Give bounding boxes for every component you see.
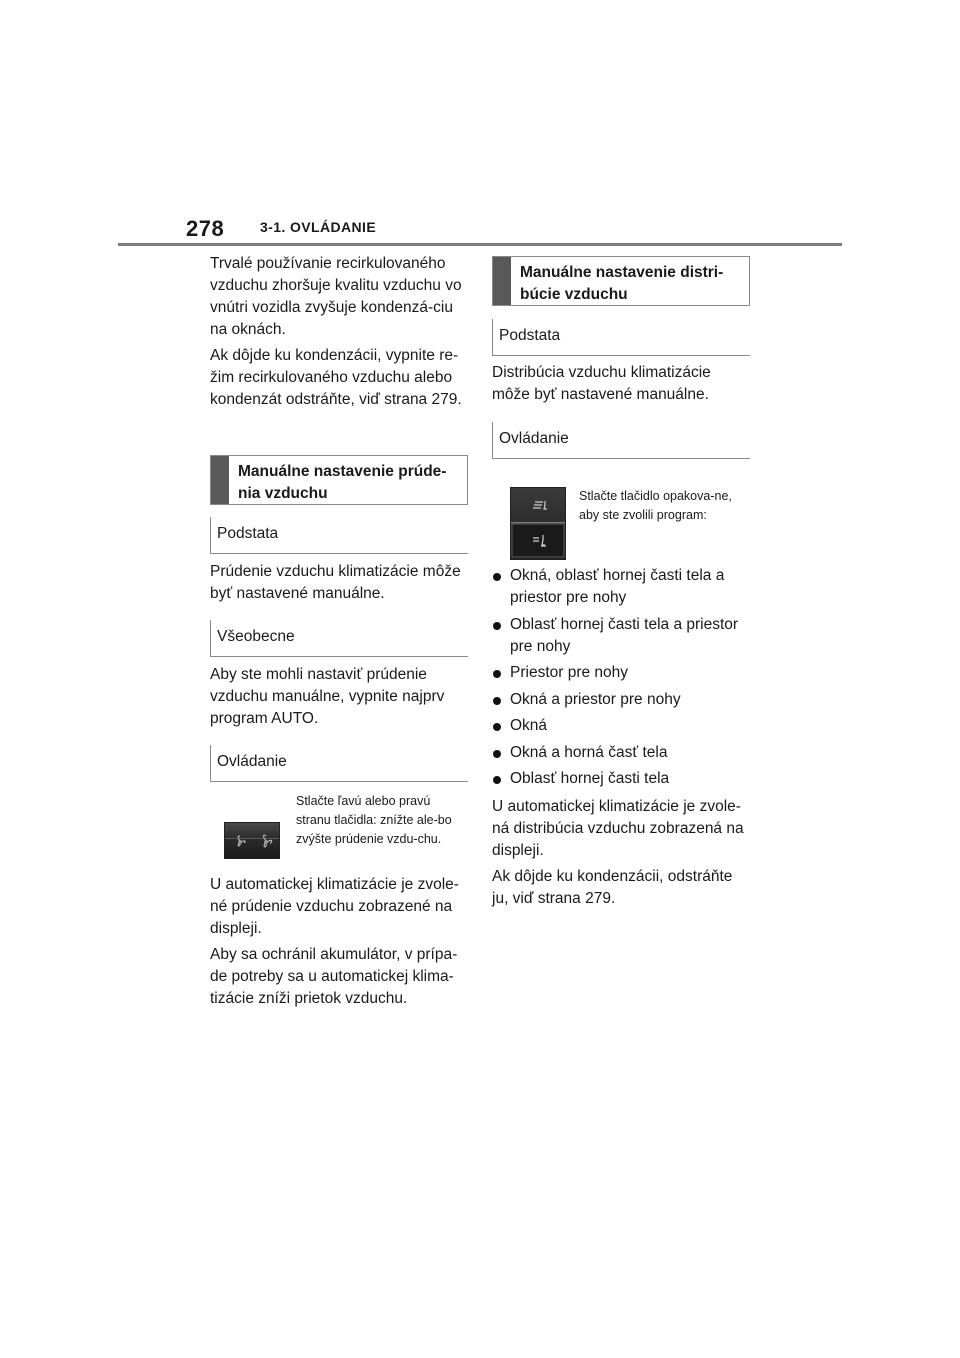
heading-airflow — [210, 455, 468, 505]
page-number: 278 — [186, 216, 225, 241]
vseobecne-text: Aby ste mohli nastaviť prúdenie vzduchu manuálne, vypnite najprv program AUTO. — [210, 666, 445, 727]
outro-right-paragraph-1: U automatickej klimatizácie je zvole-ná distribúcia vzduchu zobrazená na displeji. — [492, 798, 744, 859]
subheading-vseobecne-text: Všeobecne — [217, 628, 295, 645]
fan-speed-button-image — [224, 822, 280, 859]
podstata-right-text: Distribúcia vzduchu klimatizácie môže byť nastavené manuálne. — [492, 364, 711, 403]
list-item: Okná — [492, 715, 754, 737]
list-item: Okná, oblasť hornej časti tela a priestor pre nohy — [492, 565, 754, 609]
list-item: Okná a priestor pre nohy — [492, 689, 754, 711]
bullet-icon — [493, 622, 501, 630]
heading-bar — [211, 456, 229, 504]
air-distribution-button-image — [510, 487, 566, 560]
bullet-icon — [493, 776, 501, 784]
outro-left-paragraph-2: Aby sa ochránil akumulátor, v prípa-de potreby sa u automatickej klima-tizácie zníži prietok vzduchu. — [210, 946, 458, 1007]
air-distribution-icon — [511, 488, 565, 559]
subheading-podstata-left-text: Podstata — [217, 525, 279, 542]
outro-right-paragraph-2: Ak dôjde ku kondenzácii, odstráňte ju, viď strana 279. — [492, 868, 733, 907]
bullet-icon — [493, 670, 501, 678]
heading-distribution — [492, 256, 750, 306]
intro-paragraph-1: Trvalé používanie recirkulovaného vzduchu zhoršuje kvalitu vzduchu vo vnútri vozidla zvyšuje kondenzá-ciu na oknách. — [210, 255, 462, 338]
distribution-button-caption: Stlačte tlačidlo opakova-ne, aby ste zvolili program: — [579, 489, 732, 522]
subheading-ovladanie-left — [210, 751, 468, 782]
list-item: Priestor pre nohy — [492, 662, 754, 684]
subheading-podstata-left — [210, 523, 468, 554]
subheading-ovladanie-left-text: Ovládanie — [217, 753, 287, 770]
intro-paragraph-2: Ak dôjde ku kondenzácii, vypnite re-žim recirkulovaného vzduchu alebo kondenzát odstráňte, viď strana 279. — [210, 347, 462, 408]
subheading-ovladanie-right-text: Ovládanie — [499, 430, 569, 447]
list-item: Oblasť hornej časti tela — [492, 768, 754, 790]
bullet-icon — [493, 723, 501, 731]
subheading-vseobecne — [210, 626, 468, 657]
fan-button-caption: Stlačte ľavú alebo pravú stranu tlačidla: znížte ale-bo zvýšte prúdenie vzdu-chu. — [296, 794, 452, 846]
list-item: Okná a horná časť tela — [492, 742, 754, 764]
left-intro — [210, 253, 468, 411]
bullet-icon — [493, 573, 501, 581]
section-title: 3-1. OVLÁDANIE — [260, 219, 377, 235]
podstata-left-text: Prúdenie vzduchu klimatizácie môže byť nastavené manuálne. — [210, 563, 461, 602]
heading-distribution-text: Manuálne nastavenie distri-búcie vzduchu — [520, 264, 724, 303]
distribution-options-list — [492, 565, 754, 795]
subheading-ovladanie-right — [492, 428, 750, 459]
outro-left-paragraph-1: U automatickej klimatizácie je zvole-né prúdenie vzduchu zobrazené na displeji. — [210, 876, 459, 937]
list-item: Oblasť hornej časti tela a priestor pre nohy — [492, 614, 754, 658]
heading-bar — [493, 257, 511, 305]
fan-icon — [225, 823, 279, 858]
header-rule — [118, 243, 842, 246]
bullet-icon — [493, 750, 501, 758]
subheading-podstata-right-text: Podstata — [499, 327, 561, 344]
heading-airflow-text: Manuálne nastavenie prúde-nia vzduchu — [238, 463, 447, 502]
bullet-icon — [493, 697, 501, 705]
subheading-podstata-right — [492, 325, 750, 356]
